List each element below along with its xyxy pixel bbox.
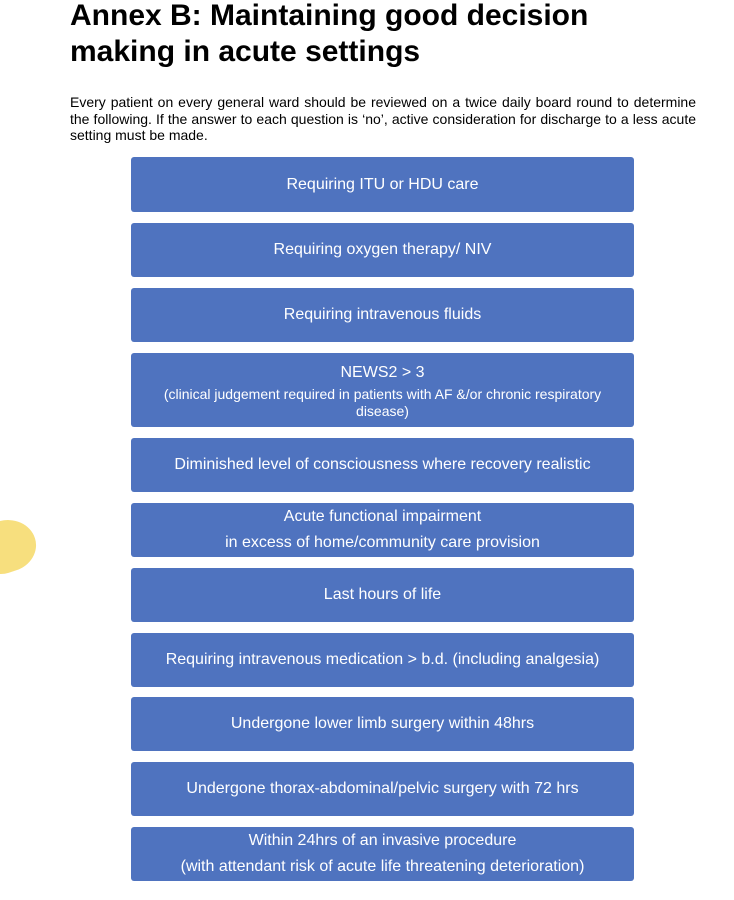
criterion-box-iv-fluids [131, 288, 634, 342]
criterion-box-news2 [131, 353, 634, 427]
criterion-label: Requiring intravenous fluids [283, 306, 482, 323]
criterion-label: Last hours of life [323, 586, 442, 603]
criterion-label: Requiring intravenous medication > b.d. (including analgesia) [165, 651, 600, 668]
criterion-box-invasive-procedure [131, 827, 634, 881]
criterion-label: Diminished level of consciousness where recovery realistic [174, 456, 591, 473]
criterion-box-oxygen [131, 223, 634, 277]
criterion-label: Within 24hrs of an invasive procedure [248, 832, 517, 849]
criterion-box-consciousness [131, 438, 634, 492]
criterion-label: NEWS2 > 3 [340, 364, 425, 381]
criterion-label-continued: (with attendant risk of acute life threatening deterioration) [180, 858, 585, 875]
page-title-line-1: Annex B: Maintaining good decision [70, 0, 589, 32]
criterion-box-thorax-surgery [131, 762, 634, 816]
criterion-box-functional-impairment [131, 503, 634, 557]
criterion-box-itu-hdu [131, 157, 634, 212]
criterion-label-continued: in excess of home/community care provision [225, 534, 540, 551]
criterion-label: Undergone lower limb surgery within 48hrs [230, 715, 535, 732]
criterion-box-last-hours [131, 568, 634, 622]
criterion-label: Requiring oxygen therapy/ NIV [273, 241, 492, 258]
criterion-box-lower-limb-surgery [131, 697, 634, 751]
criterion-box-iv-medication [131, 633, 634, 687]
highlighter-mark [0, 512, 43, 579]
criterion-note: (clinical judgement required in patients with AF &/or chronic respiratory disease) [163, 386, 602, 419]
page-title-line-2: making in acute settings [70, 35, 421, 68]
intro-paragraph: Every patient on every general ward should be reviewed on a twice daily board round to determine the following. If the answer to each question is ‘no’, active consideration for discharge to a less acute setting must be made. [70, 94, 696, 143]
criterion-label: Acute functional impairment [283, 508, 482, 525]
criterion-label: Requiring ITU or HDU care [286, 175, 479, 193]
page-title [70, 0, 710, 70]
criterion-label: Undergone thorax-abdominal/pelvic surgery with 72 hrs [186, 780, 579, 797]
